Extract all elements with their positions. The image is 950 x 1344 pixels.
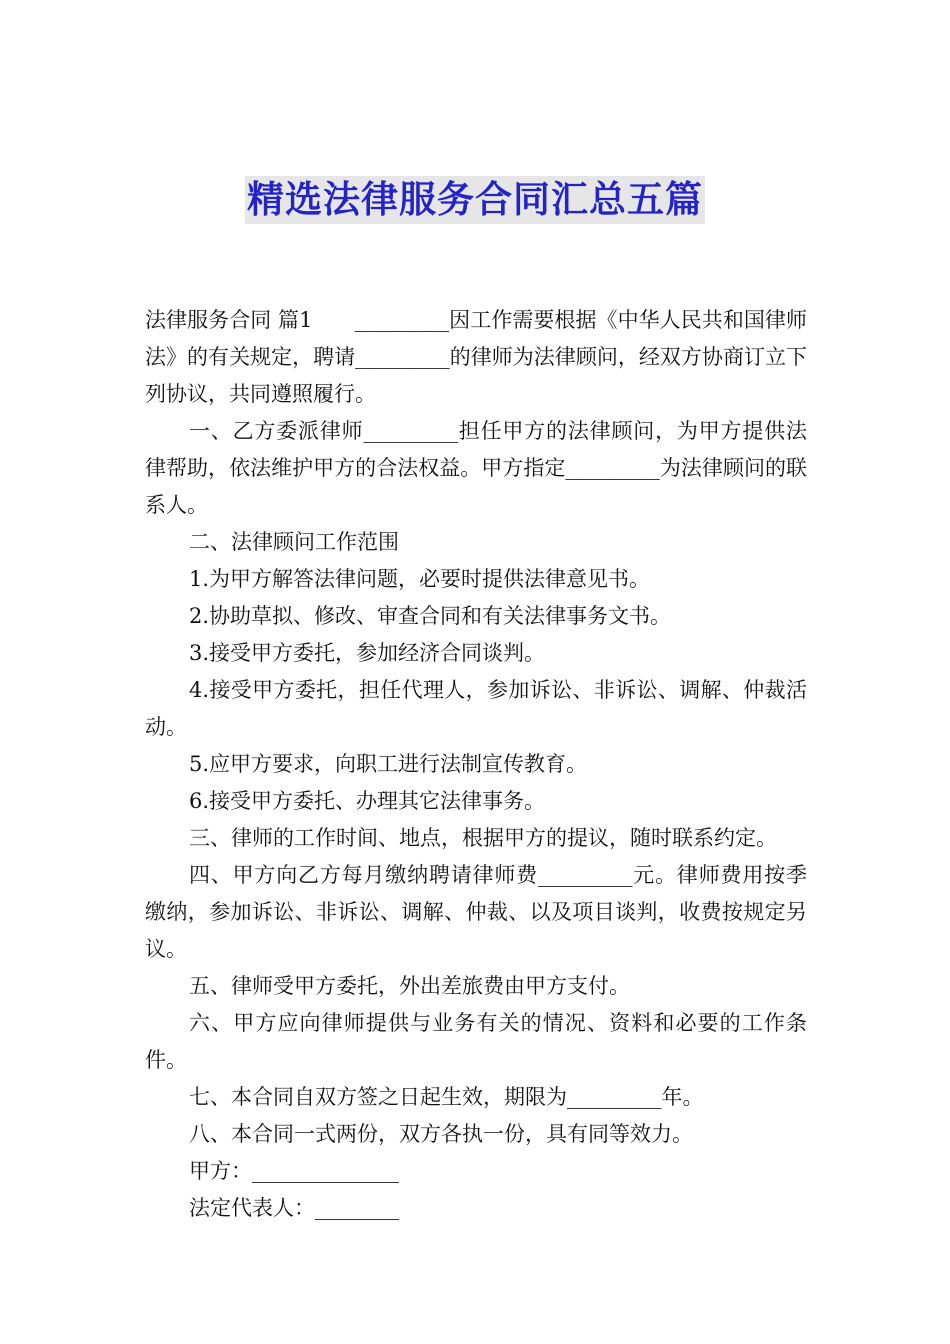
clause-5-paragraph: 五、律师受甲方委托，外出差旅费由甲方支付。 <box>189 974 630 998</box>
scope-item-2: 2.协助草拟、修改、审查合同和有关法律事务文书。 <box>189 604 672 628</box>
title-container <box>0 176 950 224</box>
clause-4-paragraph: 四、甲方向乙方每月缴纳聘请律师费_________元。律师费用按季缴纳，参加诉讼、非诉讼、调解、仲裁、以及项目谈判，收费按规定另议。 <box>145 863 807 961</box>
clause-6-paragraph: 六、甲方应向律师提供与业务有关的情况、资料和必要的工作条件。 <box>145 1011 807 1072</box>
intro-paragraph: 法律服务合同 篇1 _________因工作需要根据《中华人民共和国律师法》的有关规定，聘请_________的律师为法律顾问，经双方协商订立下列协议，共同遵照履行。 <box>145 308 807 406</box>
scope-item-1: 1.为甲方解答法律问题，必要时提供法律意见书。 <box>189 567 651 591</box>
scope-item-4: 4.接受甲方委托，担任代理人，参加诉讼、非诉讼、调解、仲裁活动。 <box>145 678 807 739</box>
clause-3-paragraph: 三、律师的工作时间、地点，根据甲方的提议，随时联系约定。 <box>189 826 777 850</box>
scope-item-5: 5.应甲方要求，向职工进行法制宣传教育。 <box>189 752 588 776</box>
scope-item-3: 3.接受甲方委托，参加经济合同谈判。 <box>189 641 546 665</box>
legal-representative-line: 法定代表人：________ <box>189 1196 399 1220</box>
party-a-signature-line: 甲方：______________ <box>189 1159 399 1183</box>
clause-8-paragraph: 八、本合同一式两份，双方各执一份，具有同等效力。 <box>189 1122 693 1146</box>
clause-1-paragraph: 一、乙方委派律师_________担任甲方的法律顾问，为甲方提供法律帮助，依法维护甲方的合法权益。甲方指定_________为法律顾问的联系人。 <box>145 419 807 517</box>
clause-2-heading: 二、法律顾问工作范围 <box>189 530 399 554</box>
scope-item-6: 6.接受甲方委托、办理其它法律事务。 <box>189 789 546 813</box>
clause-7-paragraph: 七、本合同自双方签之日起生效，期限为_________年。 <box>189 1085 704 1109</box>
document-title: 精选法律服务合同汇总五篇 <box>245 176 705 224</box>
document-body <box>145 302 807 1227</box>
